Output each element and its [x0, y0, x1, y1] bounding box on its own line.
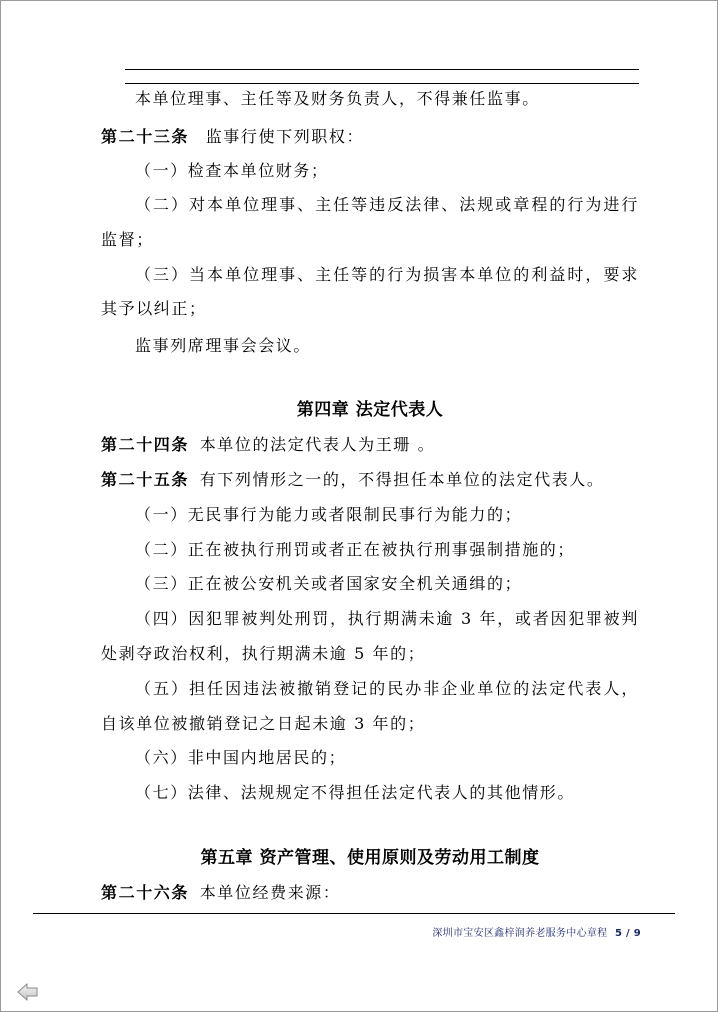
article-text: 本单位的法定代表人为王珊 。 [199, 435, 436, 454]
article-text: 本单位经费来源： [199, 883, 341, 902]
header-rule-top [125, 69, 639, 70]
article-label: 第二十六条 [101, 883, 190, 902]
article-label: 第二十五条 [101, 470, 190, 489]
article-text: 有下列情形之一的，不得担任本单位的法定代表人。 [199, 470, 605, 489]
header-rule-bottom [125, 83, 639, 84]
article-24 [101, 435, 435, 455]
paragraph-line: 本单位理事、主任等及财务负责人，不得兼任监事。 [135, 89, 540, 108]
page-footer [301, 924, 641, 939]
chapter-heading: 第四章 法定代表人 [296, 400, 444, 420]
footer-doc-title: 深圳市宝安区鑫梓润养老服务中心章程 [432, 928, 608, 939]
list-item: （七）法律、法规规定不得担任法定代表人的其他情形。 [135, 783, 576, 802]
list-item: （三）当本单位理事、主任等的行为损害本单位的利益时，要求 [135, 265, 639, 284]
back-arrow-icon[interactable] [17, 983, 39, 1001]
list-item: （四）因犯罪被判处刑罚，执行期满未逾 3 年，或者因犯罪被判 [135, 609, 639, 628]
list-item: （三）正在被公安机关或者国家安全机关通缉的； [135, 574, 523, 593]
list-item: （二）对本单位理事、主任等违反法律、法规或章程的行为进行 [135, 195, 639, 214]
article-text: 监事行使下列职权： [205, 127, 365, 146]
list-item-continuation: 处剥夺政治权利，执行期满未逾 5 年的； [101, 644, 426, 663]
article-label: 第二十四条 [101, 435, 190, 454]
list-item-continuation: 监督； [101, 230, 154, 249]
footer-page-number: 5 / 9 [614, 928, 641, 939]
list-item: （一）检查本单位财务； [135, 161, 329, 180]
list-item: （一）无民事行为能力或者限制民事行为能力的； [135, 505, 523, 524]
footer-rule [33, 913, 675, 914]
list-item: （五）担任因违法被撤销登记的民办非企业单位的法定代表人， [135, 679, 639, 698]
paragraph-line: 监事列席理事会会议。 [135, 336, 312, 355]
chapter-heading: 第五章 资产管理、使用原则及劳动用工制度 [200, 848, 540, 868]
list-item-continuation: 自该单位被撤销登记之日起未逾 3 年的； [101, 714, 426, 733]
list-item: （六）非中国内地居民的； [135, 748, 347, 767]
article-26 [101, 883, 341, 903]
article-25 [101, 470, 605, 490]
article-label: 第二十三条 [101, 127, 190, 146]
list-item: （二）正在被执行刑罚或者正在被执行刑事强制措施的； [135, 540, 576, 559]
article-23 [101, 127, 364, 147]
list-item-continuation: 其予以纠正； [101, 299, 207, 318]
